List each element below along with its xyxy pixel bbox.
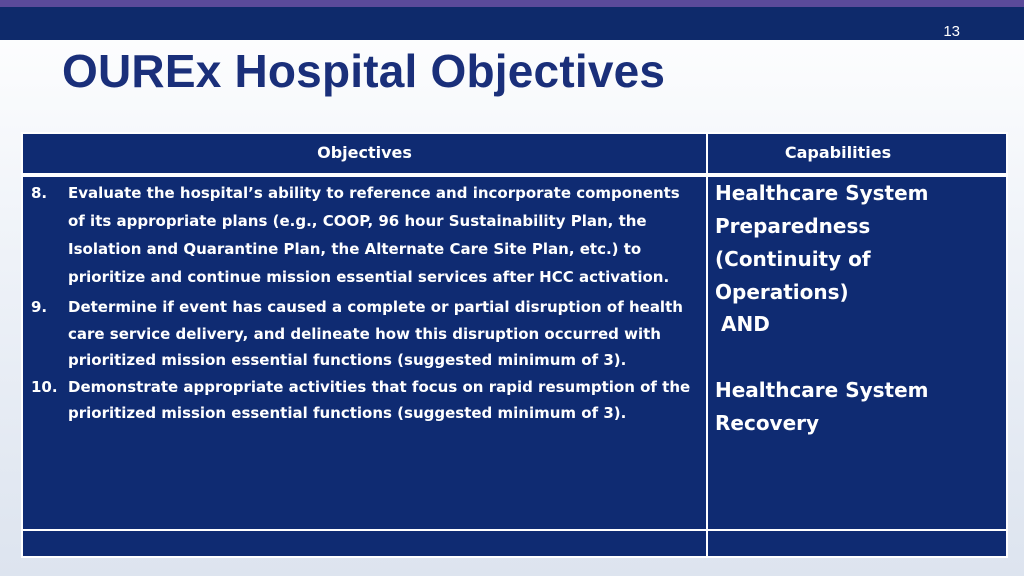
objective-item [31,294,701,374]
objectives-cell [23,177,706,529]
objective-text: Demonstrate appropriate activities that focus on rapid resumption of the prioritized mission essential functions (suggested minimum of 3). [68,377,691,422]
top-accent-stripe [0,0,1024,7]
objectives-header-cell [23,134,706,173]
capabilities-cell [708,177,1006,529]
objective-number: 8. [31,184,48,202]
top-header-bar [0,7,1024,40]
objective-number: 10. [31,377,58,396]
capabilities-header-cell [708,134,1006,173]
objective-text: Determine if event has caused a complete or partial disruption of health care service delivery, and delineate how this disruption occurred with prioritized mission essential functions (suggested minimum of 3). [68,298,683,369]
objective-number: 9. [31,298,48,316]
objective-item [31,179,701,291]
objectives-header: Objectives [317,143,412,162]
objective-text: Evaluate the hospital’s ability to reference and incorporate components of its appropriate plans (e.g., COOP, 96 hour Sustainability Plan, the Isolation and Quarantine Plan, the Alternate Care Site Plan, etc.) to prioritize and continue mission essential services after HCC activation. [68,184,680,286]
capability-connector: AND [721,312,770,336]
capability-recovery: Healthcare System Recovery [715,378,929,435]
empty-footer-cell-capabilities [708,531,1006,556]
slide-number: 13 [943,23,960,40]
objective-item [31,374,701,427]
slide-title: OUREx Hospital Objectives [62,45,666,97]
capability-preparedness: Healthcare System Preparedness (Continuity of Operations) [715,181,929,304]
capabilities-header: Capabilities [784,143,892,162]
objectives-list [31,179,701,427]
empty-footer-cell-objectives [23,531,706,556]
objectives-table [21,132,1008,558]
